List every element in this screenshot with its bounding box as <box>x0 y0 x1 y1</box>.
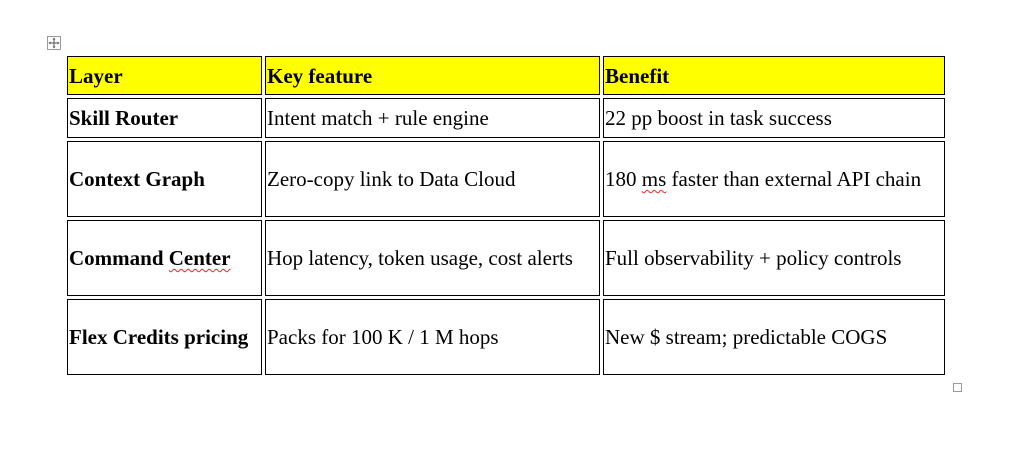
header-benefit[interactable]: Benefit <box>603 56 945 95</box>
benefit-cell[interactable]: 22 pp boost in task success <box>603 98 945 138</box>
feature-cell[interactable]: Hop latency, token usage, cost alerts <box>265 220 600 296</box>
spellcheck-flagged-word[interactable]: Center <box>168 246 231 270</box>
table-row <box>67 141 945 217</box>
benefit-text-pre: 180 <box>605 167 642 191</box>
table-row <box>67 220 945 296</box>
layer-cell[interactable] <box>67 220 262 296</box>
header-layer[interactable]: Layer <box>67 56 262 95</box>
feature-cell[interactable]: Intent match + rule engine <box>265 98 600 138</box>
feature-cell[interactable]: Zero-copy link to Data Cloud <box>265 141 600 217</box>
table-resize-icon[interactable] <box>953 383 962 392</box>
benefit-text-post: faster than external API chain <box>666 167 922 191</box>
benefit-cell[interactable]: Full observability + policy controls <box>603 220 945 296</box>
spellcheck-flagged-word[interactable]: ms <box>641 167 667 191</box>
benefit-cell[interactable] <box>603 141 945 217</box>
benefit-cell[interactable]: New $ stream; predictable COGS <box>603 299 945 375</box>
table-move-icon[interactable] <box>47 36 61 50</box>
table-header-row <box>67 56 945 95</box>
layer-text-pre: Command <box>69 246 169 270</box>
layer-cell[interactable]: Skill Router <box>67 98 262 138</box>
feature-cell[interactable]: Packs for 100 K / 1 M hops <box>265 299 600 375</box>
layer-cell[interactable]: Flex Credits pricing <box>67 299 262 375</box>
table-row <box>67 299 945 375</box>
table-row <box>67 98 945 138</box>
layer-cell[interactable]: Context Graph <box>67 141 262 217</box>
feature-table <box>64 53 948 378</box>
header-key-feature[interactable]: Key feature <box>265 56 600 95</box>
